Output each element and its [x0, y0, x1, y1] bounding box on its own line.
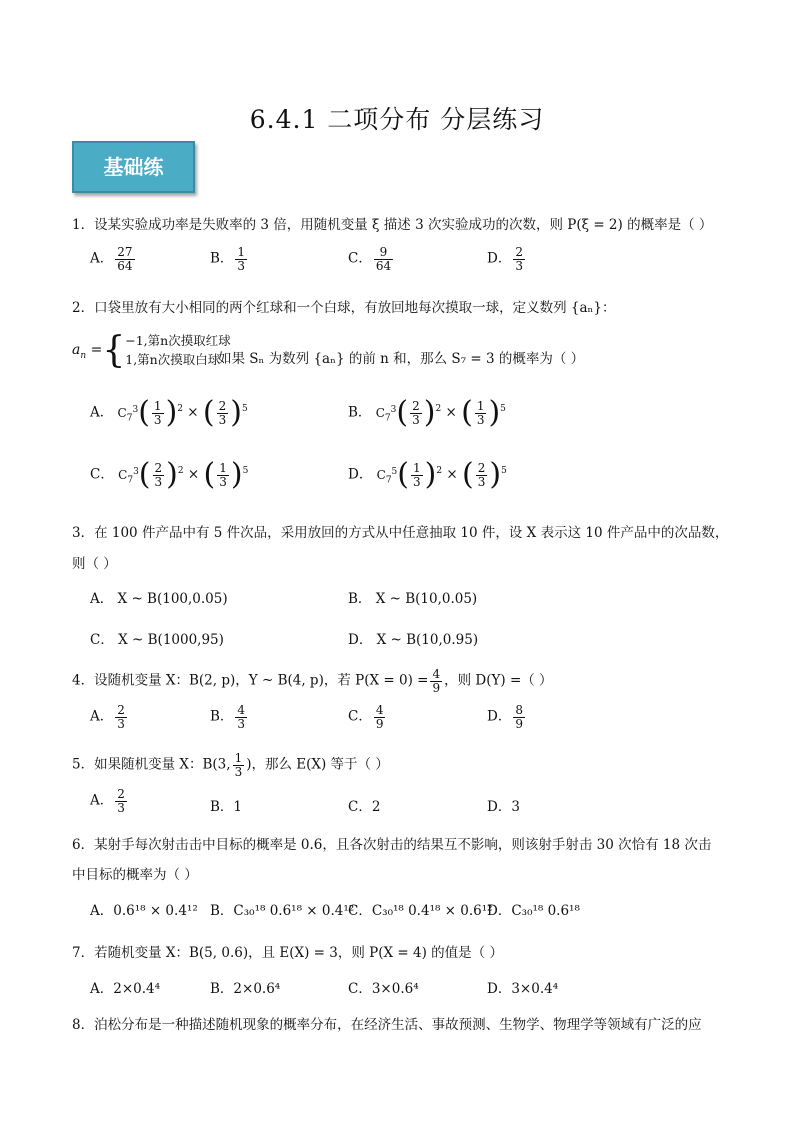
option-label: D． [487, 250, 512, 267]
fraction [374, 246, 393, 272]
option-label: C． [348, 708, 372, 725]
option-label: A． [90, 792, 114, 809]
fraction [115, 788, 127, 814]
denominator: 3 [117, 800, 125, 815]
option-label: C． [348, 250, 372, 267]
q1-option-c[interactable] [348, 246, 395, 272]
fraction [235, 246, 247, 272]
fraction [374, 704, 386, 730]
q6-option-c[interactable]: C．C₃₀¹⁸ 0.4¹⁸ × 0.6¹² [348, 903, 493, 919]
question-8: 8．泊松分布是一种描述随机现象的概率分布，在经济生活、事故预测、生物学、物理学等领域有广泛的应 [72, 1017, 702, 1033]
fraction [430, 668, 442, 694]
numerator: 2 [515, 245, 523, 259]
fraction [235, 704, 247, 730]
fraction [115, 246, 134, 272]
q6-option-b[interactable]: B．C₃₀¹⁸ 0.6¹⁸ × 0.4¹² [210, 903, 355, 919]
denominator: 3 [117, 716, 125, 731]
option-label: A． [90, 708, 114, 725]
q3-option-c[interactable]: C． X ~ B(1000,95) [90, 632, 224, 648]
q5-option-b[interactable]: B．1 [210, 799, 243, 815]
denominator: 3 [515, 258, 523, 273]
q5-text-a: 5．如果随机变量 X：B(3, [72, 756, 231, 773]
q5-text-b: )，那么 E(X) 等于（ ） [246, 756, 389, 773]
denominator: 3 [234, 764, 243, 779]
q2-option-b[interactable]: B． $C_7^3$( $\frac{2}{3}$ )$^2$ × ( $\frac{1}{3}$ )$^5$ [348, 395, 506, 430]
option-label: B． [210, 708, 234, 725]
numerator: 2 [117, 787, 125, 801]
denominator: 9 [375, 716, 384, 731]
fraction [513, 246, 525, 272]
option-label: B． [210, 250, 234, 267]
question-2: 2．口袋里放有大小相同的两个红球和一个白球，有放回地每次摸取一球，定义数列 {aₙ}： [72, 300, 616, 316]
section-badge: 基础练 [72, 141, 195, 193]
brace-icon: { [102, 329, 126, 371]
q4-option-c[interactable] [348, 704, 387, 730]
q5-option-d[interactable]: D．3 [487, 799, 520, 815]
numerator: 8 [515, 703, 523, 717]
numerator: 1 [237, 245, 246, 259]
q7-option-a[interactable]: A．2×0.4⁴ [90, 981, 161, 997]
q4-text-b: ，则 D(Y) =（ ） [444, 672, 553, 689]
denominator: 64 [375, 258, 392, 273]
question-6-cont: 中目标的概率为（ ） [72, 867, 198, 883]
denominator: 9 [432, 680, 441, 695]
option-label: A． [90, 250, 114, 267]
q6-option-d[interactable]: D．C₃₀¹⁸ 0.6¹⁸ [487, 903, 580, 919]
question-1: 1．设某实验成功率是失败率的 3 倍，用随机变量 ξ 描述 3 次实验成功的次数，则 P(ξ = 2) 的概率是（ ） [72, 217, 713, 233]
q4-text-a: 4．设随机变量 X：B(2, p)，Y ~ B(4, p)，若 P(X = 0) = [72, 672, 429, 689]
q4-option-b[interactable] [210, 704, 249, 730]
q5-option-c[interactable]: C．2 [348, 799, 381, 815]
q3-option-a[interactable]: A． X ~ B(100,0.05) [90, 591, 228, 607]
option-label: B． [348, 404, 372, 421]
q3-option-d[interactable]: D． X ~ B(10,0.95) [348, 632, 479, 648]
question-5 [72, 752, 389, 778]
q7-option-d[interactable]: D．3×0.4⁴ [487, 981, 559, 997]
q5-option-a[interactable] [90, 788, 129, 814]
a-n-symbol: $a_n$ = [72, 342, 103, 362]
numerator: 1 [234, 751, 243, 765]
option-label: D． [348, 466, 373, 483]
q4-option-a[interactable] [90, 704, 129, 730]
numerator: 4 [237, 703, 246, 717]
q2-continuation: 如果 Sₙ 为数列 {aₙ} 的前 n 和，那么 S₇ = 3 的概率为（ ） [218, 351, 585, 367]
numerator: 9 [374, 246, 393, 260]
question-4 [72, 668, 553, 694]
case-2: 1,第n次摸取白球 [125, 351, 221, 367]
question-6: 6．某射手每次射击击中目标的概率是 0.6，且各次射击的结果互不影响，则该射手射击 30 次恰有 18 次击 [72, 837, 712, 853]
option-label: D． [487, 708, 512, 725]
q4-option-d[interactable] [487, 704, 527, 730]
case-1: −1,第n次摸取红球 [125, 333, 231, 348]
q2-option-c[interactable]: C． $C_7^3$( $\frac{2}{3}$ )$^2$ × ( $\frac{1}{3}$ )$^5$ [90, 457, 249, 492]
fraction [513, 704, 525, 730]
page-title: 6.4.1 二项分布 分层练习 [249, 105, 545, 134]
q7-option-b[interactable]: B．2×0.6⁴ [210, 981, 281, 997]
q2-piecewise [72, 329, 231, 371]
denominator: 3 [237, 258, 246, 273]
denominator: 9 [515, 716, 523, 731]
fraction [233, 752, 245, 778]
q7-option-c[interactable]: C．3×0.6⁴ [348, 981, 419, 997]
q6-option-a[interactable]: A．0.6¹⁸ × 0.4¹² [90, 903, 198, 919]
option-label: C． [90, 466, 114, 483]
question-7: 7．若随机变量 X：B(5, 0.6)，且 E(X) = 3，则 P(X = 4) 的值是（ ） [72, 945, 503, 961]
q2-option-a[interactable]: A． $C_7^3$( $\frac{1}{3}$ )$^2$ × ( $\frac{2}{3}$ )$^5$ [90, 395, 248, 430]
question-3: 3．在 100 件产品中有 5 件次品，采用放回的方式从中任意抽取 10 件，设 X 表示这 10 件产品中的次品数， [72, 525, 729, 541]
numerator: 4 [375, 703, 384, 717]
option-label: A． [90, 404, 114, 421]
denominator: 3 [237, 716, 246, 731]
denominator: 64 [117, 258, 133, 273]
numerator: 27 [117, 245, 133, 259]
q1-option-d[interactable] [487, 246, 527, 272]
numerator: 2 [117, 703, 125, 717]
question-3-cont: 则（ ） [72, 556, 117, 572]
cases [125, 332, 230, 370]
q3-option-b[interactable]: B． X ~ B(10,0.05) [348, 591, 478, 607]
numerator: 4 [432, 667, 441, 681]
q1-option-a[interactable] [90, 246, 137, 272]
fraction [115, 704, 127, 730]
q2-option-d[interactable]: D． $C_7^5$( $\frac{1}{3}$ )$^2$ × ( $\frac{2}{3}$ )$^5$ [348, 457, 507, 492]
q1-option-b[interactable] [210, 246, 249, 272]
